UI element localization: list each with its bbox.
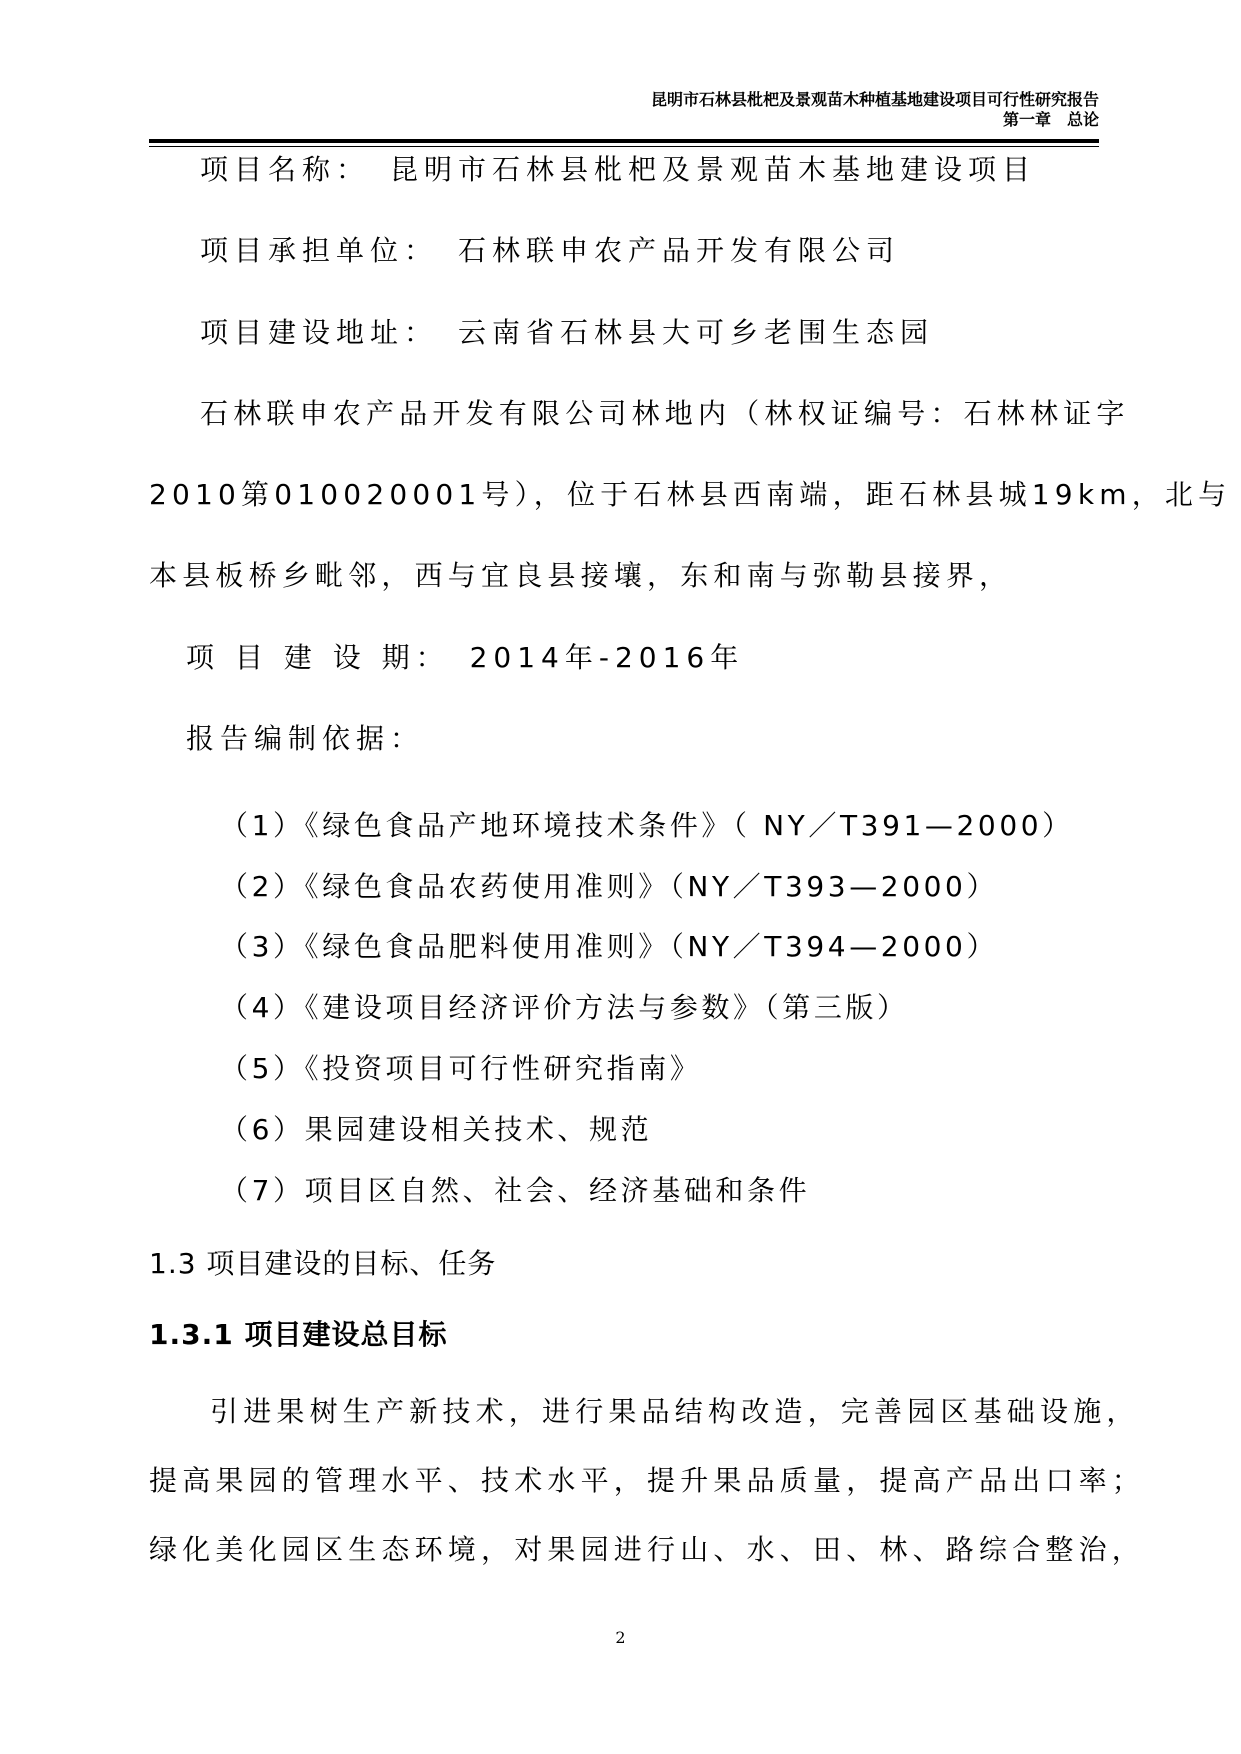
address-line: 项目建设地址： 云南省石林县大可乡老围生态园 bbox=[200, 316, 935, 349]
location-paragraph-line-2: 2010第010020001号），位于石林县西南端，距石林县城19km，北与 bbox=[149, 478, 1232, 511]
basis-label: 报告编制依据： bbox=[186, 722, 425, 755]
basis-item-4: （4）《建设项目经济评价方法与参数》（第三版） bbox=[220, 991, 909, 1024]
basis-item-5: （5）《投资项目可行性研究指南》 bbox=[220, 1052, 702, 1085]
construction-period-line: 项 目 建 设 期： 2014年-2016年 bbox=[186, 641, 745, 674]
header-rule-thick bbox=[149, 139, 1099, 143]
goal-paragraph-line-1: 引进果树生产新技术，进行果品结构改造，完善园区基础设施， bbox=[210, 1395, 1140, 1428]
goal-paragraph-line-3: 绿化美化园区生态环境，对果园进行山、水、田、林、路综合整治， bbox=[149, 1533, 1146, 1566]
basis-item-3: （3）《绿色食品肥料使用准则》（NY／T394—2000） bbox=[220, 930, 999, 963]
project-name-line: 项目名称： 昆明市石林县枇杷及景观苗木基地建设项目 bbox=[200, 153, 1037, 186]
goal-paragraph-line-2: 提高果园的管理水平、技术水平，提升果品质量，提高产品出口率； bbox=[149, 1464, 1146, 1497]
location-paragraph-line-3: 本县板桥乡毗邻，西与宜良县接壤，东和南与弥勒县接界， bbox=[149, 559, 1013, 592]
location-paragraph-line-1: 石林联申农产品开发有限公司林地内（林权证编号：石林林证字 bbox=[200, 397, 1130, 430]
running-header bbox=[651, 90, 1099, 130]
header-title: 昆明市石林县枇杷及景观苗木种植基地建设项目可行性研究报告 bbox=[650, 90, 1099, 109]
basis-item-2: （2）《绿色食品农药使用准则》（NY／T393—2000） bbox=[220, 870, 999, 903]
basis-item-1: （1）《绿色食品产地环境技术条件》（ NY／T391—2000） bbox=[220, 809, 1074, 842]
header-chapter: 第一章 总论 bbox=[1002, 110, 1099, 129]
section-heading: 1.3 项目建设的目标、任务 bbox=[149, 1247, 497, 1280]
page-number: 2 bbox=[615, 1628, 626, 1647]
basis-item-6: （6）果园建设相关技术、规范 bbox=[220, 1113, 653, 1146]
undertaker-line: 项目承担单位： 石林联申农产品开发有限公司 bbox=[200, 234, 901, 267]
basis-item-7: （7）项目区自然、社会、经济基础和条件 bbox=[220, 1174, 811, 1207]
header-rule-thin bbox=[149, 146, 1099, 147]
subsection-heading: 1.3.1 项目建设总目标 bbox=[149, 1318, 448, 1351]
